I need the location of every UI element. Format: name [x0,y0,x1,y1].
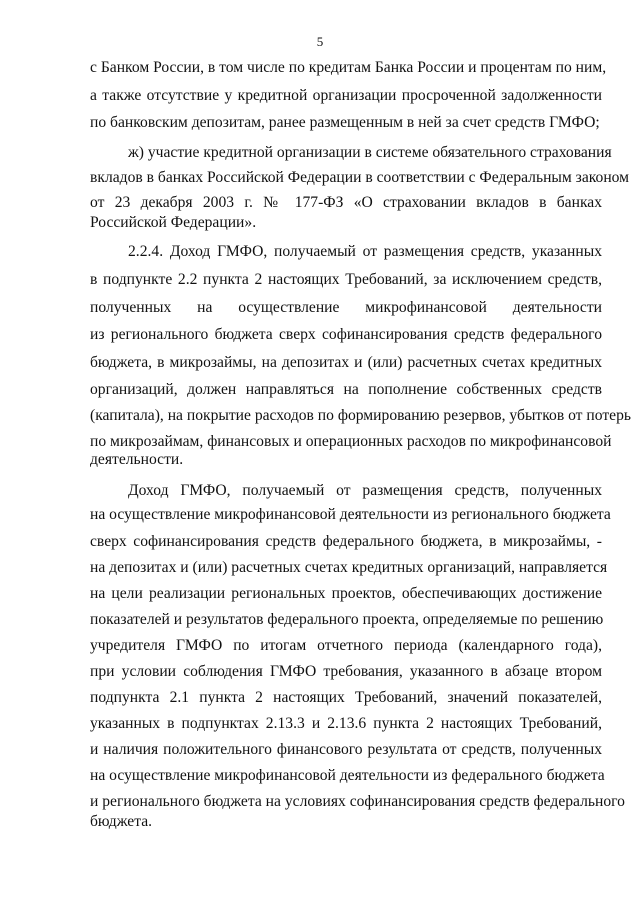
text-line: вкладов в банках Российской Федерации в соответствии с Федеральным законом [90,169,630,186]
text-line: по банковским депозитам, ранее размещенным в ней за счет средств ГМФО; [90,114,600,131]
text-line: учредителя ГМФО по итогам отчетного периода (календарного года), [90,637,602,654]
text-line: ж) участие кредитной организации в системе обязательного страхования [128,144,612,161]
text-line: и наличия положительного финансового результата от средств, полученных [90,741,602,758]
text-line: на осуществление микрофинансовой деятельности из регионального бюджета [90,506,611,523]
text-line: деятельности. [90,451,184,468]
text-line: от 23 декабря 2003 г. № 177-ФЗ «О страховании вкладов в банках [90,194,602,211]
text-line: организаций, должен направляться на пополнение собственных средств [90,381,602,398]
text-line: полученных на осуществление микрофинансовой деятельности [90,299,602,316]
text-line: при условии соблюдения ГМФО требования, указанного в абзаце втором [90,663,602,680]
text-line: из регионального бюджета сверх софинансирования средств федерального [90,326,602,343]
text-line: сверх софинансирования средств федерального бюджета, в микрозаймы, - [90,533,602,550]
text-line: бюджета. [90,813,153,830]
text-line: и регионального бюджета на условиях софинансирования средств федерального [90,793,625,810]
text-line: Доход ГМФО, получаемый от размещения средств, полученных [128,482,602,499]
text-line: на осуществление микрофинансовой деятельности из федерального бюджета [90,767,605,784]
text-line: на цели реализации региональных проектов, обеспечивающих достижение [90,585,602,602]
text-line: а также отсутствие у кредитной организации просроченной задолженности [90,87,602,104]
text-line: (капитала), на покрытие расходов по формированию резервов, убытков от потерь [90,407,631,424]
text-line: показателей и результатов федерального проекта, определяемые по решению [90,611,604,628]
text-line: 2.2.4. Доход ГМФО, получаемый от размещения средств, указанных [128,243,602,260]
text-line: подпункта 2.1 пункта 2 настоящих Требований, значений показателей, [90,689,602,706]
text-line: бюджета, в микрозаймы, на депозитах и (или) расчетных счетах кредитных [90,354,602,371]
text-line: по микрозаймам, финансовых и операционных расходов по микрофинансовой [90,433,612,450]
page-number: 5 [316,34,324,49]
text-line: на депозитах и (или) расчетных счетах кредитных организаций, направляется [90,559,608,576]
text-line: Российской Федерации». [90,214,257,231]
text-line: с Банком России, в том числе по кредитам Банка России и процентам по ним, [90,59,607,76]
text-line: в подпункте 2.2 пункта 2 настоящих Требований, за исключением средств, [90,271,602,288]
text-line: указанных в подпунктах 2.13.3 и 2.13.6 пункта 2 настоящих Требований, [90,715,602,732]
